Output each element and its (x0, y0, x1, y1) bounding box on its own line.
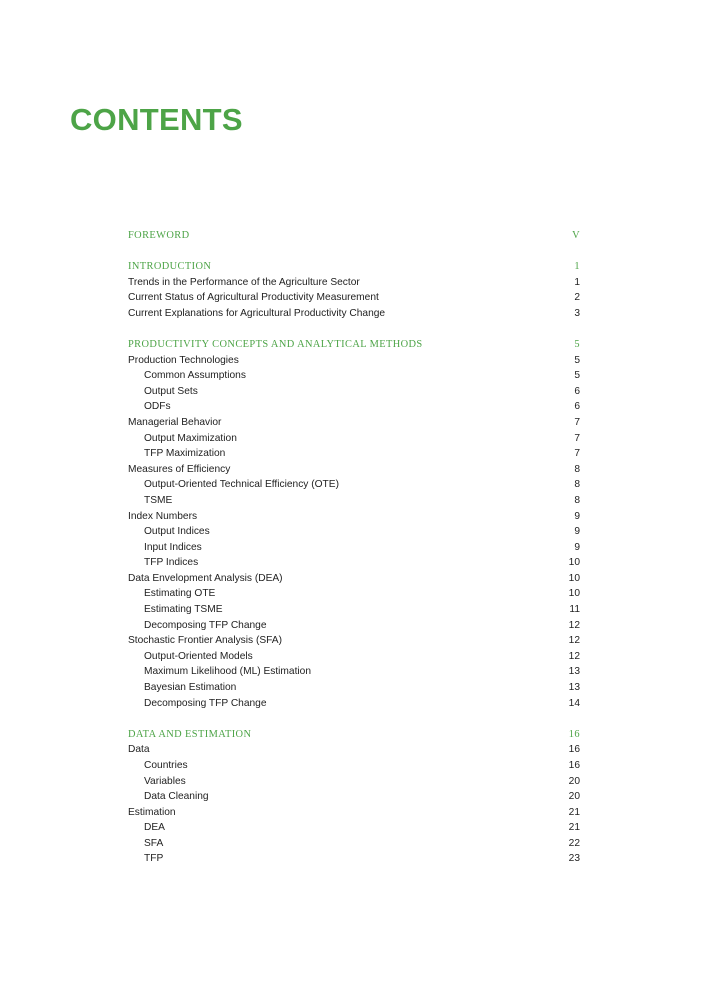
toc-section-heading[interactable] (128, 337, 580, 353)
entry-title: TFP Maximization (144, 448, 226, 460)
entry-title: Index Numbers (128, 510, 198, 522)
entry-page-number: 21 (568, 822, 580, 834)
toc-section-heading[interactable] (128, 259, 580, 275)
entry-title: SFA (144, 837, 164, 849)
toc-section (128, 259, 580, 321)
entry-page-number: 10 (568, 588, 580, 600)
toc-subentry[interactable] (128, 820, 580, 836)
section-title: INTRODUCTION (128, 261, 212, 273)
entry-page-number: 9 (574, 526, 580, 538)
entry-title: Output-Oriented Models (144, 650, 253, 662)
toc-entry[interactable] (128, 290, 580, 306)
entry-title: Estimating TSME (144, 604, 223, 616)
toc-entry[interactable] (128, 275, 580, 291)
toc-entry[interactable] (128, 509, 580, 525)
entry-title: Common Assumptions (144, 370, 246, 382)
entry-page-number: 7 (574, 416, 580, 428)
entry-page-number: 10 (568, 572, 580, 584)
entry-page-number: 21 (568, 806, 580, 818)
entry-page-number: 10 (568, 557, 580, 569)
entry-page-number: 20 (568, 791, 580, 803)
toc-subentry[interactable] (128, 664, 580, 680)
entry-title: TFP (144, 853, 164, 865)
entry-title: Stochastic Frontier Analysis (SFA) (128, 635, 282, 647)
toc-subentry[interactable] (128, 836, 580, 852)
toc-subentry[interactable] (128, 384, 580, 400)
entry-page-number: 8 (574, 479, 580, 491)
toc-entry[interactable] (128, 353, 580, 369)
toc-subentry[interactable] (128, 618, 580, 634)
entry-page-number: 16 (568, 759, 580, 771)
entry-title: Trends in the Performance of the Agriculture Sector (128, 276, 360, 288)
entry-page-number: 20 (568, 775, 580, 787)
entry-title: Output Indices (144, 526, 210, 538)
entry-page-number: 23 (568, 853, 580, 865)
entry-page-number: 7 (574, 432, 580, 444)
entry-page-number: 9 (574, 541, 580, 553)
section-page-number: 1 (574, 261, 580, 273)
page-title: CONTENTS (70, 102, 243, 137)
entry-page-number: 13 (568, 666, 580, 678)
toc-section (128, 727, 580, 867)
toc-subentry[interactable] (128, 555, 580, 571)
entry-title: Managerial Behavior (128, 416, 222, 428)
toc-subentry[interactable] (128, 602, 580, 618)
entry-title: Measures of Efficiency (128, 463, 231, 475)
entry-page-number: 8 (574, 494, 580, 506)
toc-subentry[interactable] (128, 446, 580, 462)
toc-subentry[interactable] (128, 399, 580, 415)
entry-page-number: 12 (568, 635, 580, 647)
entry-title: Variables (144, 775, 186, 787)
entry-page-number: 12 (568, 619, 580, 631)
section-title: DATA AND ESTIMATION (128, 728, 252, 740)
entry-page-number: 22 (568, 837, 580, 849)
toc-subentry[interactable] (128, 524, 580, 540)
toc-subentry[interactable] (128, 851, 580, 867)
entry-title: Output-Oriented Technical Efficiency (OTE) (144, 479, 339, 491)
entry-title: Data Envelopment Analysis (DEA) (128, 572, 283, 584)
entry-title: Output Maximization (144, 432, 237, 444)
entry-page-number: 7 (574, 448, 580, 460)
entry-page-number: 6 (574, 385, 580, 397)
toc-entry[interactable] (128, 805, 580, 821)
entry-title: Decomposing TFP Change (144, 619, 267, 631)
entry-title: TSME (144, 494, 173, 506)
toc-subentry[interactable] (128, 493, 580, 509)
table-of-contents (128, 228, 580, 883)
toc-entry[interactable] (128, 742, 580, 758)
entry-title: TFP Indices (144, 557, 199, 569)
entry-page-number: 9 (574, 510, 580, 522)
entry-page-number: 3 (574, 307, 580, 319)
entry-page-number: 5 (574, 370, 580, 382)
toc-entry[interactable] (128, 415, 580, 431)
toc-section-heading[interactable] (128, 228, 580, 244)
entry-page-number: 2 (574, 292, 580, 304)
toc-subentry[interactable] (128, 696, 580, 712)
toc-entry[interactable] (128, 571, 580, 587)
toc-subentry[interactable] (128, 431, 580, 447)
entry-title: Decomposing TFP Change (144, 697, 267, 709)
entry-title: Data Cleaning (144, 791, 209, 803)
toc-section (128, 337, 580, 711)
entry-title: Current Explanations for Agricultural Productivity Change (128, 307, 386, 319)
toc-entry[interactable] (128, 633, 580, 649)
entry-page-number: 16 (568, 744, 580, 756)
toc-section-heading[interactable] (128, 727, 580, 743)
toc-subentry[interactable] (128, 758, 580, 774)
entry-title: Current Status of Agricultural Productivity Measurement (128, 292, 379, 304)
toc-subentry[interactable] (128, 368, 580, 384)
entry-page-number: 13 (568, 682, 580, 694)
toc-subentry[interactable] (128, 540, 580, 556)
entry-page-number: 12 (568, 650, 580, 662)
entry-title: ODFs (144, 401, 171, 413)
entry-title: Maximum Likelihood (ML) Estimation (144, 666, 312, 678)
entry-title: Output Sets (144, 385, 198, 397)
entry-title: Input Indices (144, 541, 202, 553)
entry-title: Production Technologies (128, 354, 239, 366)
section-title: FOREWORD (128, 230, 190, 241)
entry-title: Bayesian Estimation (144, 682, 237, 694)
entry-title: Countries (144, 759, 188, 771)
toc-subentry[interactable] (128, 477, 580, 493)
entry-page-number: 1 (574, 276, 580, 288)
toc-subentry[interactable] (128, 649, 580, 665)
section-page-number: 5 (574, 338, 580, 350)
section-page-number: 16 (568, 728, 580, 740)
entry-title: DEA (144, 822, 165, 834)
section-title: PRODUCTIVITY CONCEPTS AND ANALYTICAL METHODS (128, 338, 423, 350)
entry-page-number: 14 (568, 697, 580, 709)
toc-subentry[interactable] (128, 789, 580, 805)
entry-page-number: 8 (574, 463, 580, 475)
entry-title: Data (128, 744, 150, 756)
toc-entry[interactable] (128, 306, 580, 322)
toc-subentry[interactable] (128, 680, 580, 696)
toc-subentry[interactable] (128, 774, 580, 790)
entry-page-number: 5 (574, 354, 580, 366)
entry-page-number: 6 (574, 401, 580, 413)
entry-title: Estimating OTE (144, 588, 216, 600)
entry-page-number: 11 (569, 604, 580, 616)
toc-entry[interactable] (128, 462, 580, 478)
section-page-number: V (572, 230, 580, 241)
toc-subentry[interactable] (128, 586, 580, 602)
entry-title: Estimation (128, 806, 176, 818)
toc-section (128, 228, 580, 244)
